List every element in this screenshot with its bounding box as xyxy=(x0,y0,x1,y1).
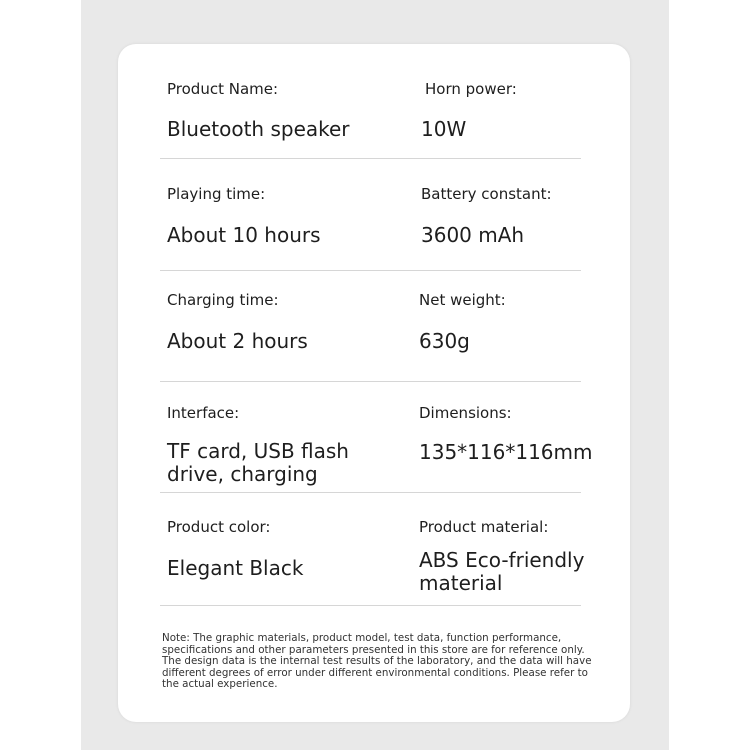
net-weight-value: 630g xyxy=(419,329,470,353)
playing-time-label: Playing time: xyxy=(167,185,266,203)
horn-power-value: 10W xyxy=(421,117,467,141)
charging-time-value: About 2 hours xyxy=(167,329,308,353)
horn-power-label: Horn power: xyxy=(425,80,517,98)
net-weight-label: Net weight: xyxy=(419,291,506,309)
interface-value: TF card, USB flash drive, charging xyxy=(167,439,349,486)
dimensions-value: 135*116*116mm xyxy=(419,440,593,464)
product-material-value: ABS Eco-friendly material xyxy=(419,548,585,595)
row-divider xyxy=(160,270,581,271)
product-name-label: Product Name: xyxy=(167,80,279,98)
product-color-value: Elegant Black xyxy=(167,556,304,580)
disclaimer-note: Note: The graphic materials, product model, test data, function performance, specifications and other parameters presented in this store are for reference only. The design data is the internal test results of the laboratory, and the data will have different degrees of error under different environmental conditions. Please refer to the actual experience. xyxy=(162,632,592,690)
dimensions-label: Dimensions: xyxy=(419,404,512,422)
row-divider xyxy=(160,492,581,493)
battery-constant-label: Battery constant: xyxy=(421,185,552,203)
row-divider xyxy=(160,158,581,159)
row-divider xyxy=(160,381,581,382)
product-color-label: Product color: xyxy=(167,518,271,536)
spec-card xyxy=(118,44,630,722)
playing-time-value: About 10 hours xyxy=(167,223,321,247)
battery-constant-value: 3600 mAh xyxy=(421,223,525,247)
product-name-value: Bluetooth speaker xyxy=(167,117,350,141)
row-divider xyxy=(160,605,581,606)
interface-label: Interface: xyxy=(167,404,240,422)
product-material-label: Product material: xyxy=(419,518,549,536)
charging-time-label: Charging time: xyxy=(167,291,279,309)
